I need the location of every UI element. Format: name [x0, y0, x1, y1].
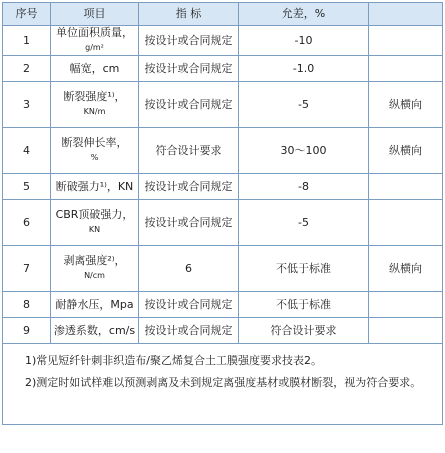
table-row — [3, 246, 443, 292]
notes-row — [3, 344, 443, 425]
row-no: 1 — [3, 26, 51, 56]
row-spec: 按设计或合同规定 — [139, 318, 239, 344]
row-item — [51, 246, 139, 292]
header-tolerance: 允差，% — [239, 3, 369, 26]
row-spec: 按设计或合同规定 — [139, 26, 239, 56]
header-extra — [369, 3, 443, 26]
row-extra — [369, 318, 443, 344]
row-no: 5 — [3, 174, 51, 200]
table-row — [3, 56, 443, 82]
row-tolerance: 不低于标准 — [239, 292, 369, 318]
row-no: 3 — [3, 82, 51, 128]
row-extra: 纵横向 — [369, 128, 443, 174]
row-spec: 按设计或合同规定 — [139, 200, 239, 246]
row-item: 断破强力¹⁾，KN — [51, 174, 139, 200]
header-row — [3, 3, 443, 26]
row-tolerance: -8 — [239, 174, 369, 200]
row-item — [51, 26, 139, 56]
row-extra: 纵横向 — [369, 246, 443, 292]
table-row — [3, 318, 443, 344]
table-row — [3, 200, 443, 246]
row-item-unit: % — [90, 153, 99, 162]
header-spec: 指 标 — [139, 3, 239, 26]
spec-table — [2, 2, 443, 425]
row-tolerance: 不低于标准 — [239, 246, 369, 292]
row-extra — [369, 174, 443, 200]
row-tolerance: -5 — [239, 82, 369, 128]
header-item: 项目 — [51, 3, 139, 26]
header-no: 序号 — [3, 3, 51, 26]
row-no: 4 — [3, 128, 51, 174]
row-spec: 按设计或合同规定 — [139, 56, 239, 82]
row-item-label: 单位面积质量， — [56, 26, 133, 39]
row-item-unit: KN — [88, 225, 101, 234]
row-spec: 按设计或合同规定 — [139, 174, 239, 200]
table-row — [3, 82, 443, 128]
row-extra: 纵横向 — [369, 82, 443, 128]
row-item-unit: g/m² — [85, 43, 104, 52]
row-spec: 符合设计要求 — [139, 128, 239, 174]
row-item: 渗透系数，cm/s — [51, 318, 139, 344]
row-tolerance: -1.0 — [239, 56, 369, 82]
note-1: 1)常见短纤针刺非织造布/聚乙烯复合土工膜强度要求技表2。 — [25, 354, 322, 367]
row-tolerance: 符合设计要求 — [239, 318, 369, 344]
row-extra — [369, 56, 443, 82]
row-tolerance: -10 — [239, 26, 369, 56]
table-row — [3, 174, 443, 200]
row-item — [51, 128, 139, 174]
row-no: 8 — [3, 292, 51, 318]
row-tolerance: 30～100 — [239, 128, 369, 174]
row-no: 2 — [3, 56, 51, 82]
row-item — [51, 82, 139, 128]
row-extra — [369, 200, 443, 246]
row-item-label: 剥离强度²⁾， — [63, 254, 126, 267]
row-spec: 6 — [139, 246, 239, 292]
row-spec: 按设计或合同规定 — [139, 82, 239, 128]
row-item-unit: KN/m — [83, 107, 106, 116]
row-item-label: CBR顶破强力， — [55, 208, 134, 221]
row-no: 7 — [3, 246, 51, 292]
notes-cell — [3, 344, 443, 425]
row-no: 9 — [3, 318, 51, 344]
row-no: 6 — [3, 200, 51, 246]
row-item: 幅宽，cm — [51, 56, 139, 82]
note-2: 2)测定时如试样难以预测剥离及未到规定离强度基材或膜材断裂，视为符合要求。 — [25, 376, 422, 389]
row-item-label: 断裂伸长率， — [61, 136, 128, 149]
table-row — [3, 128, 443, 174]
table-row — [3, 26, 443, 56]
row-item: 耐静水压，Mpa — [51, 292, 139, 318]
row-tolerance: -5 — [239, 200, 369, 246]
row-spec: 按设计或合同规定 — [139, 292, 239, 318]
row-extra — [369, 292, 443, 318]
row-item-label: 断裂强度¹⁾， — [63, 90, 126, 103]
table-row — [3, 292, 443, 318]
row-item-unit: N/cm — [84, 271, 105, 280]
row-extra — [369, 26, 443, 56]
row-item — [51, 200, 139, 246]
